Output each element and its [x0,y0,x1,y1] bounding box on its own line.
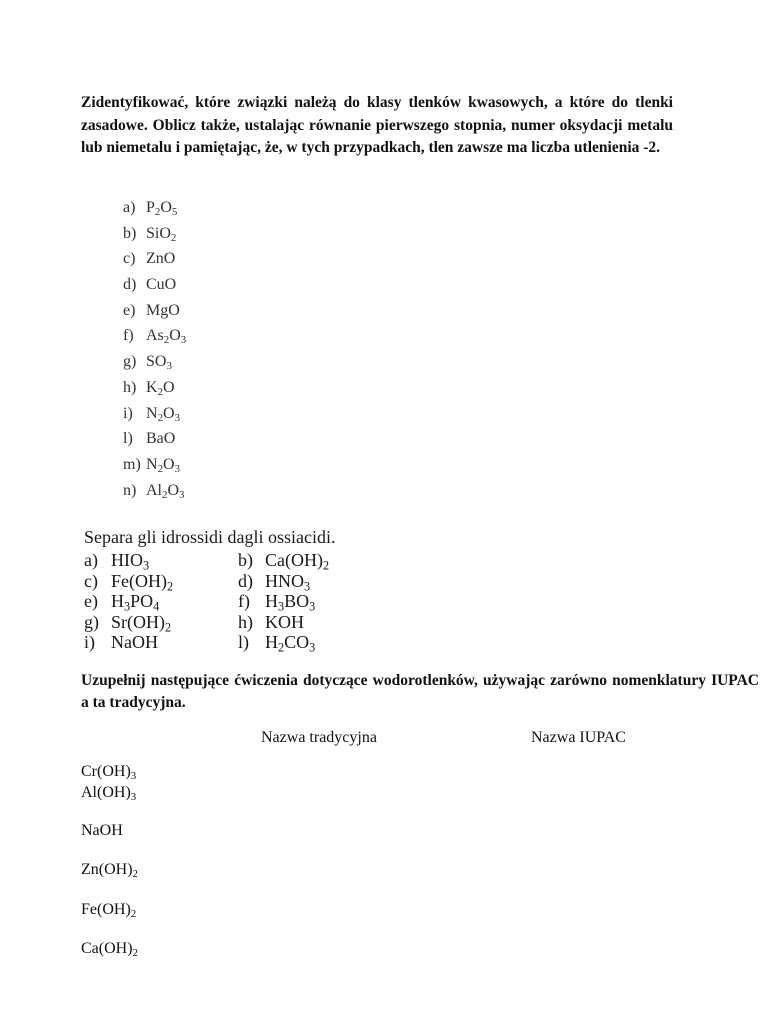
hydroxide-formula: $Fe(OH)_2$ [81,901,137,921]
list-item [238,591,358,612]
item-letter: b) [123,224,137,242]
item-formula: KOH [265,611,304,632]
item-formula: $H_2CO_3$ [265,632,316,655]
list-item [84,591,238,612]
item-formula: $Sr(OH)_2$ [111,611,172,634]
item-letter: e) [123,301,136,319]
item-formula: $Fe(OH)_2$ [111,570,174,593]
list-item [123,323,186,349]
list-item [123,298,186,324]
item-formula: $Al_2O_3$ [146,481,185,501]
list-item [123,375,186,401]
column-header-iupac: Nazwa IUPAC [531,729,626,746]
hydroxide-formula: $Zn(OH)_2$ [81,861,138,881]
list-item [123,246,186,272]
item-letter: e) [84,591,98,611]
list-item [238,612,358,633]
item-letter: h) [238,611,253,632]
hydroxide-formula: $Ca(OH)_2$ [81,940,138,960]
list-item [84,550,238,571]
item-letter: m) [123,455,141,473]
item-letter: l) [123,430,133,448]
list-item [123,349,186,375]
column-header-traditional: Nazwa tradycyjna [261,729,377,746]
list-item [84,571,238,592]
item-formula: BaO [146,430,176,448]
hydroxide-acid-block [84,525,358,653]
item-letter: n) [123,481,137,499]
item-formula: $HNO_3$ [265,570,311,593]
oxide-list [123,195,186,503]
item-formula: $H_3BO_3$ [265,591,316,614]
exercise-2-heading: Separa gli idrossidi dagli ossiacidi. [84,527,336,547]
item-letter: f) [238,591,250,611]
item-formula: NaOH [111,632,158,652]
item-letter: g) [84,611,99,632]
item-letter: d) [238,570,253,591]
item-formula: $N_2O_3$ [146,404,180,424]
hydroxide-formula: $Al(OH)_3$ [81,784,137,804]
item-letter: i) [123,404,133,422]
item-letter: l) [238,632,249,652]
hydroxide-formula: $Cr(OH)_3$ [81,763,137,783]
item-letter: f) [123,327,134,345]
item-letter: a) [84,550,98,570]
item-letter: d) [123,276,137,294]
item-formula: $HIO_3$ [111,550,150,573]
item-letter: g) [123,353,137,371]
item-formula: $K_2O$ [146,378,175,398]
item-formula: SiO$_2$ [146,224,177,244]
item-formula: $P_2O_5$ [146,199,178,219]
list-item [238,571,358,592]
item-letter: b) [238,550,253,570]
item-formula: ZnO [146,250,176,268]
item-formula: $As_2O_3$ [146,327,187,347]
item-formula: MgO [146,301,180,319]
list-item [123,452,186,478]
exercise-1-instruction: Zidentyfikować, które związki należą do klasy tlenków kwasowych, a które do tlenki zasadowe. Oblicz także, ustalając równanie pierwszego stopnia, numer oksydacji metalu lub niemetalu i pamiętając, że, w tych przypadkach, tlen zawsze ma liczba utlenienia -2. [81,94,673,157]
item-formula: $Ca(OH)_2$ [265,550,330,573]
list-item [238,632,358,653]
list-item [84,632,238,653]
item-letter: c) [84,570,98,591]
list-item [84,612,238,633]
list-item [123,478,186,504]
item-letter: c) [123,250,136,268]
hydroxide-acid-grid [84,550,358,653]
list-item [238,550,358,571]
list-item [123,221,186,247]
item-letter: i) [84,632,95,652]
item-formula: $SO_3$ [146,353,172,373]
item-formula: $H_3PO_4$ [111,591,160,614]
list-item [123,272,186,298]
hydroxide-formula: NaOH [81,822,123,839]
exercise-3-instruction: Uzupełnij następujące ćwiczenia dotyczące wodorotlenków, używając zarówno nomenklatury IUPAC a ta tradycyjna. [81,672,759,711]
item-letter: a) [123,199,136,216]
item-letter: h) [123,378,137,396]
list-item [123,401,186,427]
list-item [123,426,186,452]
item-formula: CuO [146,276,177,294]
item-formula: $N_2O_3$ [146,455,180,475]
list-item [123,195,186,221]
